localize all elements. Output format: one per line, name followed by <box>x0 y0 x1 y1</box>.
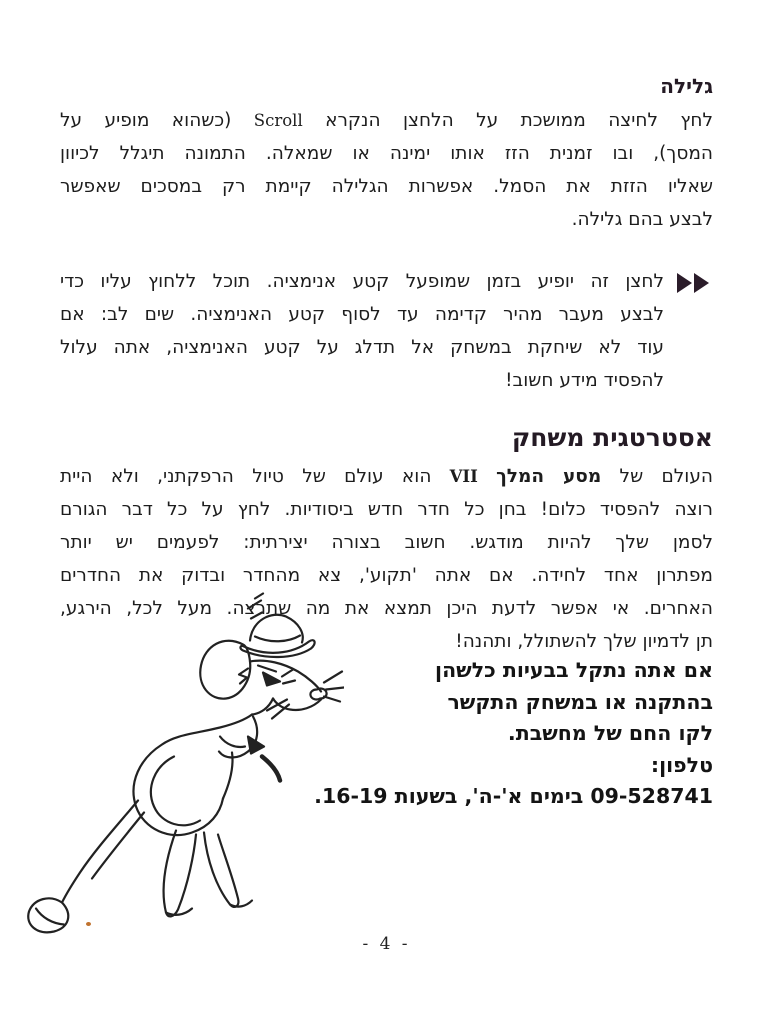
text-line: האחרים. אי אפשר לדעת היכן תמצא את מה שתרצה. מעל לכל, הירגע, <box>60 598 713 619</box>
scrolling-paragraph <box>60 104 713 236</box>
mouse-illustration <box>24 584 344 943</box>
text-column <box>60 74 713 658</box>
fast-forward-paragraph <box>60 265 664 397</box>
text-segment: לחץ לחיצה ממושכת על הלחצן הנקרא <box>302 110 713 131</box>
page-number: - 4 - <box>362 934 411 954</box>
contact-line: טלפון: <box>650 752 713 777</box>
fast-forward-icon <box>677 265 713 397</box>
section-strategy-heading: אסטרטגית משחק <box>511 423 713 452</box>
text-line: רוצה להפסיד כלום! בחן כל חדר חדש ביסודיות. לחץ על כל דבר הגורם <box>60 499 713 520</box>
section-scrolling-heading: גלילה <box>660 74 713 98</box>
game-title-bold: מסע המלך <box>496 466 602 487</box>
text-line: לבצע בהם גלילה. <box>571 209 713 230</box>
text-line: לבצע מעבר מהיר קדימה עד לסוף קטע האנימציה. שים לב: אם <box>60 304 664 325</box>
text-segment: (כשהוא מופיע על <box>60 110 254 131</box>
text-line: שאליו הזזת את הסמל. אפשרות הגלילה קיימת רק במסכים שאפשר <box>60 176 713 197</box>
latin-word-scroll: Scroll <box>253 111 303 130</box>
text-line <box>60 460 713 493</box>
roman-numeral-vii: VII <box>431 467 497 486</box>
phone-line: 09-528741 בימים א'-ה', בשעות 16-19. <box>314 784 713 808</box>
contact-line: לקו החם של מחשבת. <box>507 721 713 745</box>
text-line: תן לדמיון שלך להשתולל, ותהנה! <box>455 631 713 652</box>
fast-forward-note <box>60 265 713 397</box>
text-line: לחצן זה יופיע בזמן שמופעל קטע אנימציה. תוכל ללחוץ עליו כדי <box>60 271 664 292</box>
text-line: להפסיד מידע חשוב! <box>505 370 664 391</box>
scan-artifact-dot <box>86 922 91 926</box>
text-line: המסך), ובו זמנית הזז אותו ימינה או שמאלה. התמונה תיגלל לכיוון <box>60 143 713 164</box>
contact-line: בהתקנה או במשחק התקשר <box>447 689 713 714</box>
contact-line: אם אתה נתקל בבעיות כלשהן <box>435 658 713 682</box>
text-segment: העולם של <box>601 466 714 487</box>
support-contact-block <box>283 655 713 813</box>
text-line <box>60 104 713 137</box>
text-line: מפתרון אחד לחידה. אם אתה 'תקוע', צא מהחדר ובדוק את החדרים <box>60 565 713 586</box>
text-segment: הוא עולם של טיול הרפקתני, ולא היית <box>60 466 432 487</box>
text-line: לסמן שלך להיות מודגש. חשוב בצורה יצירתית: לפעמים יש יותר <box>60 532 713 553</box>
text-line: עוד לא שיחקת במשחק אל תדלג על קטע האנימציה, אתה עלול <box>60 337 664 358</box>
